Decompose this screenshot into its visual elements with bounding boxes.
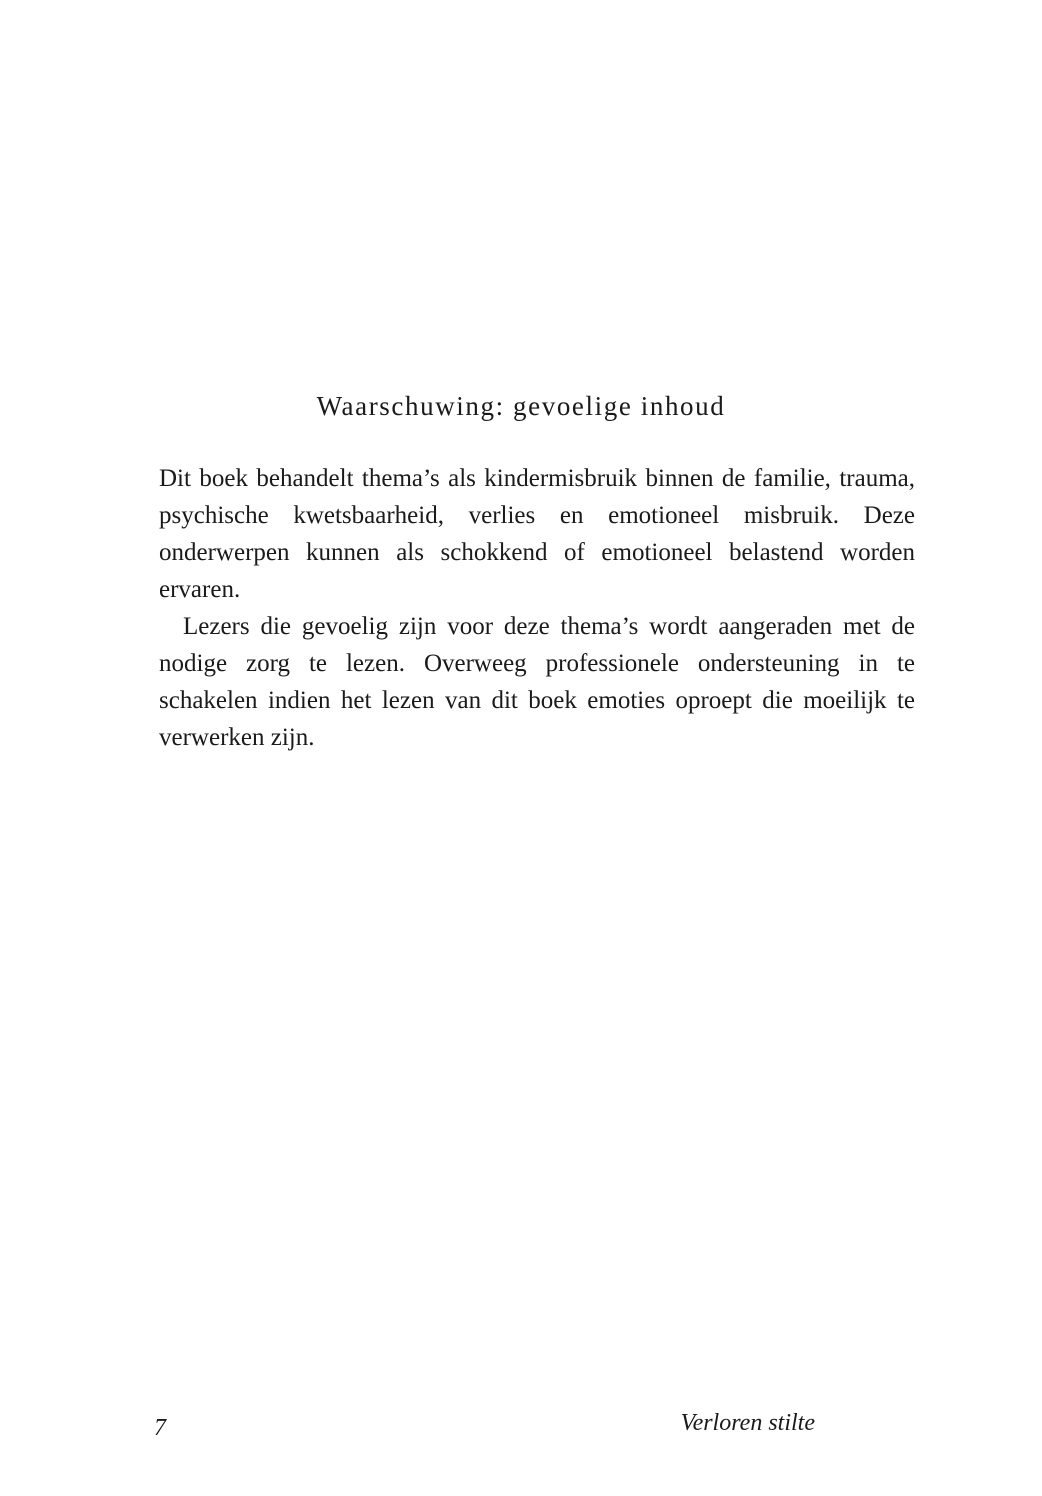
- running-title: Verloren stilte: [680, 1410, 815, 1436]
- page-number: 7: [154, 1415, 166, 1441]
- paragraph-2: Lezers die gevoelig zijn voor deze thema’s wordt aangeraden met de nodige zorg te lezen. Overweeg professionele ondersteuning in te schakelen indien het lezen van dit boek emoties oproept die moeilijk te verwerken zijn.: [159, 613, 915, 751]
- page-heading: Waarschuwing: gevoelige inhoud: [316, 391, 726, 421]
- paragraph-1: Dit boek behandelt thema’s als kindermisbruik binnen de familie, trauma, psychische kwetsbaarheid, verlies en emotioneel misbruik. Deze onderwerpen kunnen als schokkend of emotioneel belastend worden ervaren.: [159, 465, 915, 603]
- warning-body: [159, 460, 915, 756]
